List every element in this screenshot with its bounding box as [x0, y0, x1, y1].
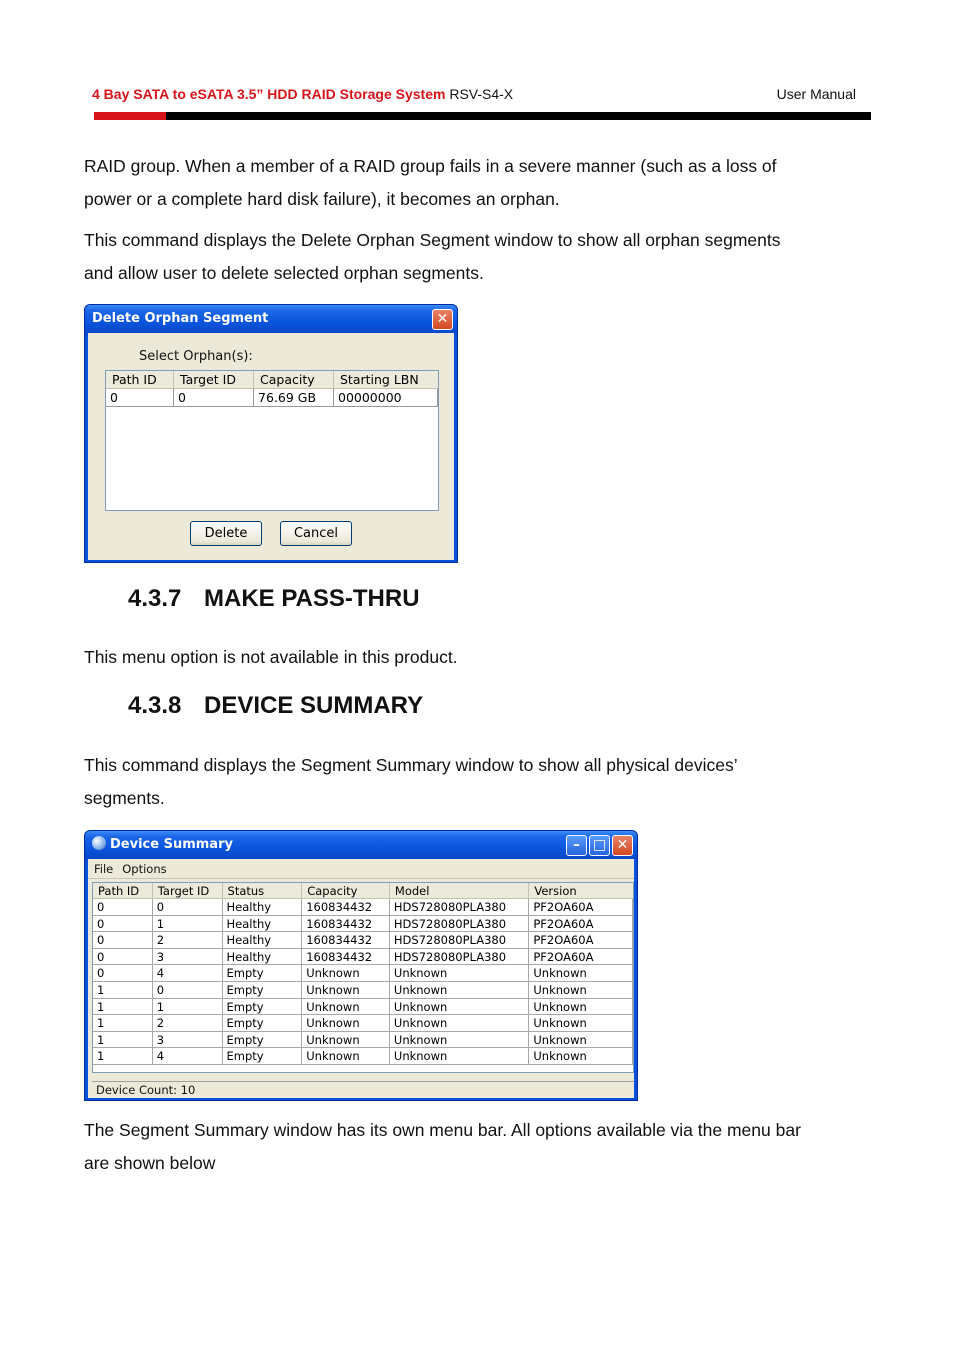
table-row[interactable] — [106, 389, 438, 407]
cell: 1 — [93, 1015, 153, 1032]
device-table[interactable] — [92, 882, 634, 1073]
cell: 160834432 — [302, 932, 390, 949]
table-row[interactable] — [93, 1048, 633, 1065]
cell: 0 — [93, 949, 153, 966]
column-target-id[interactable]: Target ID — [153, 883, 223, 898]
cell: 0 — [93, 965, 153, 982]
cell: 0 — [93, 916, 153, 933]
paragraph-orphan-intro — [84, 150, 874, 215]
cell: PF2OA60A — [529, 949, 633, 966]
dialog-title: Delete Orphan Segment — [92, 311, 269, 326]
cell: 0 — [93, 932, 153, 949]
cell: Healthy — [223, 916, 303, 933]
cell: HDS728080PLA380 — [390, 932, 529, 949]
cancel-button[interactable]: Cancel — [280, 521, 352, 546]
cell: PF2OA60A — [529, 916, 633, 933]
cell: 76.69 GB — [254, 389, 334, 407]
paragraph-pass-thru: This menu option is not available in this product. — [84, 647, 458, 667]
status-bar: Device Count: 10 — [92, 1081, 634, 1098]
cell: Unknown — [390, 1015, 529, 1032]
text-line: and allow user to delete selected orphan segments. — [84, 262, 484, 283]
cell: Unknown — [302, 965, 390, 982]
cell: Unknown — [302, 1032, 390, 1049]
window-titlebar — [85, 831, 637, 859]
cell: PF2OA60A — [529, 899, 633, 916]
table-row[interactable] — [93, 1015, 633, 1032]
cell: Unknown — [302, 982, 390, 999]
cell: 3 — [153, 1032, 223, 1049]
cell: Unknown — [529, 1032, 633, 1049]
orphan-list-header — [106, 371, 438, 389]
cell: Healthy — [223, 932, 303, 949]
column-version[interactable]: Version — [534, 884, 577, 898]
cell: 3 — [153, 949, 223, 966]
maximize-icon[interactable]: □ — [589, 835, 610, 856]
close-icon[interactable]: ✕ — [432, 309, 453, 330]
column-starting-lbn[interactable]: Starting LBN — [340, 372, 419, 387]
column-capacity[interactable]: Capacity — [302, 883, 390, 898]
orphan-list[interactable] — [105, 370, 439, 511]
paragraph-menu-bar — [84, 1114, 874, 1179]
cell: 0 — [93, 899, 153, 916]
header-title: 4 Bay SATA to eSATA 3.5” HDD RAID Storage System — [92, 86, 446, 102]
column-status[interactable]: Status — [223, 883, 303, 898]
table-row[interactable] — [93, 1032, 633, 1049]
cell: 160834432 — [302, 899, 390, 916]
select-orphan-label: Select Orphan(s): — [139, 349, 253, 364]
delete-button[interactable]: Delete — [190, 521, 262, 546]
cell: 4 — [153, 965, 223, 982]
cell: 0 — [106, 389, 174, 407]
section-title: MAKE PASS-THRU — [204, 585, 420, 612]
page-header — [92, 86, 856, 106]
window-client — [88, 859, 634, 1098]
cell: 1 — [93, 982, 153, 999]
text-line: are shown below — [84, 1152, 216, 1173]
table-row[interactable] — [93, 965, 633, 982]
cell: 1 — [93, 999, 153, 1016]
cell: Unknown — [529, 1048, 633, 1065]
cell: 1 — [153, 999, 223, 1016]
text-line: This command displays the Segment Summary window to show all physical devices’ — [84, 755, 738, 775]
cell: Empty — [223, 999, 303, 1016]
cell: HDS728080PLA380 — [390, 916, 529, 933]
cell: Unknown — [390, 982, 529, 999]
cell: Unknown — [529, 965, 633, 982]
menu-options[interactable]: Options — [122, 862, 167, 876]
minimize-icon[interactable]: – — [566, 835, 587, 856]
column-model[interactable]: Model — [390, 883, 529, 898]
cell: 0 — [153, 982, 223, 999]
cell: Unknown — [529, 1015, 633, 1032]
cell: HDS728080PLA380 — [390, 949, 529, 966]
menu-bar — [88, 859, 634, 879]
header-right: User Manual — [776, 86, 856, 102]
table-row[interactable] — [93, 932, 633, 949]
cell: HDS728080PLA380 — [390, 899, 529, 916]
app-icon — [92, 836, 106, 850]
cell: Unknown — [390, 1048, 529, 1065]
cell: Unknown — [390, 999, 529, 1016]
cell: 0 — [174, 389, 254, 407]
cell: PF2OA60A — [529, 932, 633, 949]
cell: 160834432 — [302, 916, 390, 933]
dialog-titlebar — [85, 305, 457, 333]
column-path-id[interactable]: Path ID — [106, 371, 174, 388]
menu-file[interactable]: File — [94, 862, 114, 876]
text-line: This command displays the Delete Orphan Segment window to show all orphan segments — [84, 230, 781, 250]
cell: 2 — [153, 932, 223, 949]
column-capacity[interactable]: Capacity — [254, 371, 334, 388]
cell: Empty — [223, 1032, 303, 1049]
close-icon[interactable]: ✕ — [612, 835, 633, 856]
cell: 4 — [153, 1048, 223, 1065]
cell: Unknown — [302, 999, 390, 1016]
column-path-id[interactable]: Path ID — [93, 883, 153, 898]
window-title: Device Summary — [110, 837, 233, 852]
section-heading-make-pass-thru — [128, 585, 420, 613]
cell: Unknown — [302, 1048, 390, 1065]
table-row[interactable] — [93, 999, 633, 1016]
text-line: power or a complete hard disk failure), it becomes an orphan. — [84, 188, 560, 209]
cell: Healthy — [223, 949, 303, 966]
dialog-client — [88, 333, 454, 560]
cell: 1 — [93, 1048, 153, 1065]
cell: Unknown — [390, 965, 529, 982]
header-left — [92, 86, 513, 102]
cell: Unknown — [390, 1032, 529, 1049]
cell: 00000000 — [334, 389, 438, 407]
cell: Unknown — [302, 1015, 390, 1032]
header-model: RSV-S4-X — [445, 86, 514, 102]
section-heading-device-summary — [128, 692, 423, 720]
cell: Empty — [223, 1048, 303, 1065]
cell: Empty — [223, 1015, 303, 1032]
device-table-header — [93, 883, 633, 899]
text-line: RAID group. When a member of a RAID group fails in a severe manner (such as a loss of — [84, 156, 777, 176]
table-row[interactable] — [93, 916, 633, 933]
device-table-body — [93, 899, 633, 1065]
section-number: 4.3.7 — [128, 585, 182, 612]
table-row[interactable] — [93, 949, 633, 966]
cell: 0 — [153, 899, 223, 916]
delete-orphan-dialog — [84, 304, 458, 563]
cell: 1 — [153, 916, 223, 933]
column-target-id[interactable]: Target ID — [174, 371, 254, 388]
cell: 2 — [153, 1015, 223, 1032]
table-row[interactable] — [93, 982, 633, 999]
cell: Empty — [223, 982, 303, 999]
table-row[interactable] — [93, 899, 633, 916]
cell: Unknown — [529, 982, 633, 999]
cell: Unknown — [529, 999, 633, 1016]
device-summary-window — [84, 830, 638, 1101]
header-rule — [94, 112, 871, 120]
paragraph-delete-orphan — [84, 224, 874, 289]
section-number: 4.3.8 — [128, 692, 182, 719]
cell: Healthy — [223, 899, 303, 916]
cell: 160834432 — [302, 949, 390, 966]
cell: 1 — [93, 1032, 153, 1049]
text-line: segments. — [84, 787, 165, 808]
paragraph-device-summary — [84, 749, 874, 814]
header-rule-accent — [94, 112, 166, 120]
text-line: The Segment Summary window has its own menu bar. All options available via the menu bar — [84, 1120, 801, 1140]
cell: Empty — [223, 965, 303, 982]
section-title: DEVICE SUMMARY — [204, 692, 424, 719]
